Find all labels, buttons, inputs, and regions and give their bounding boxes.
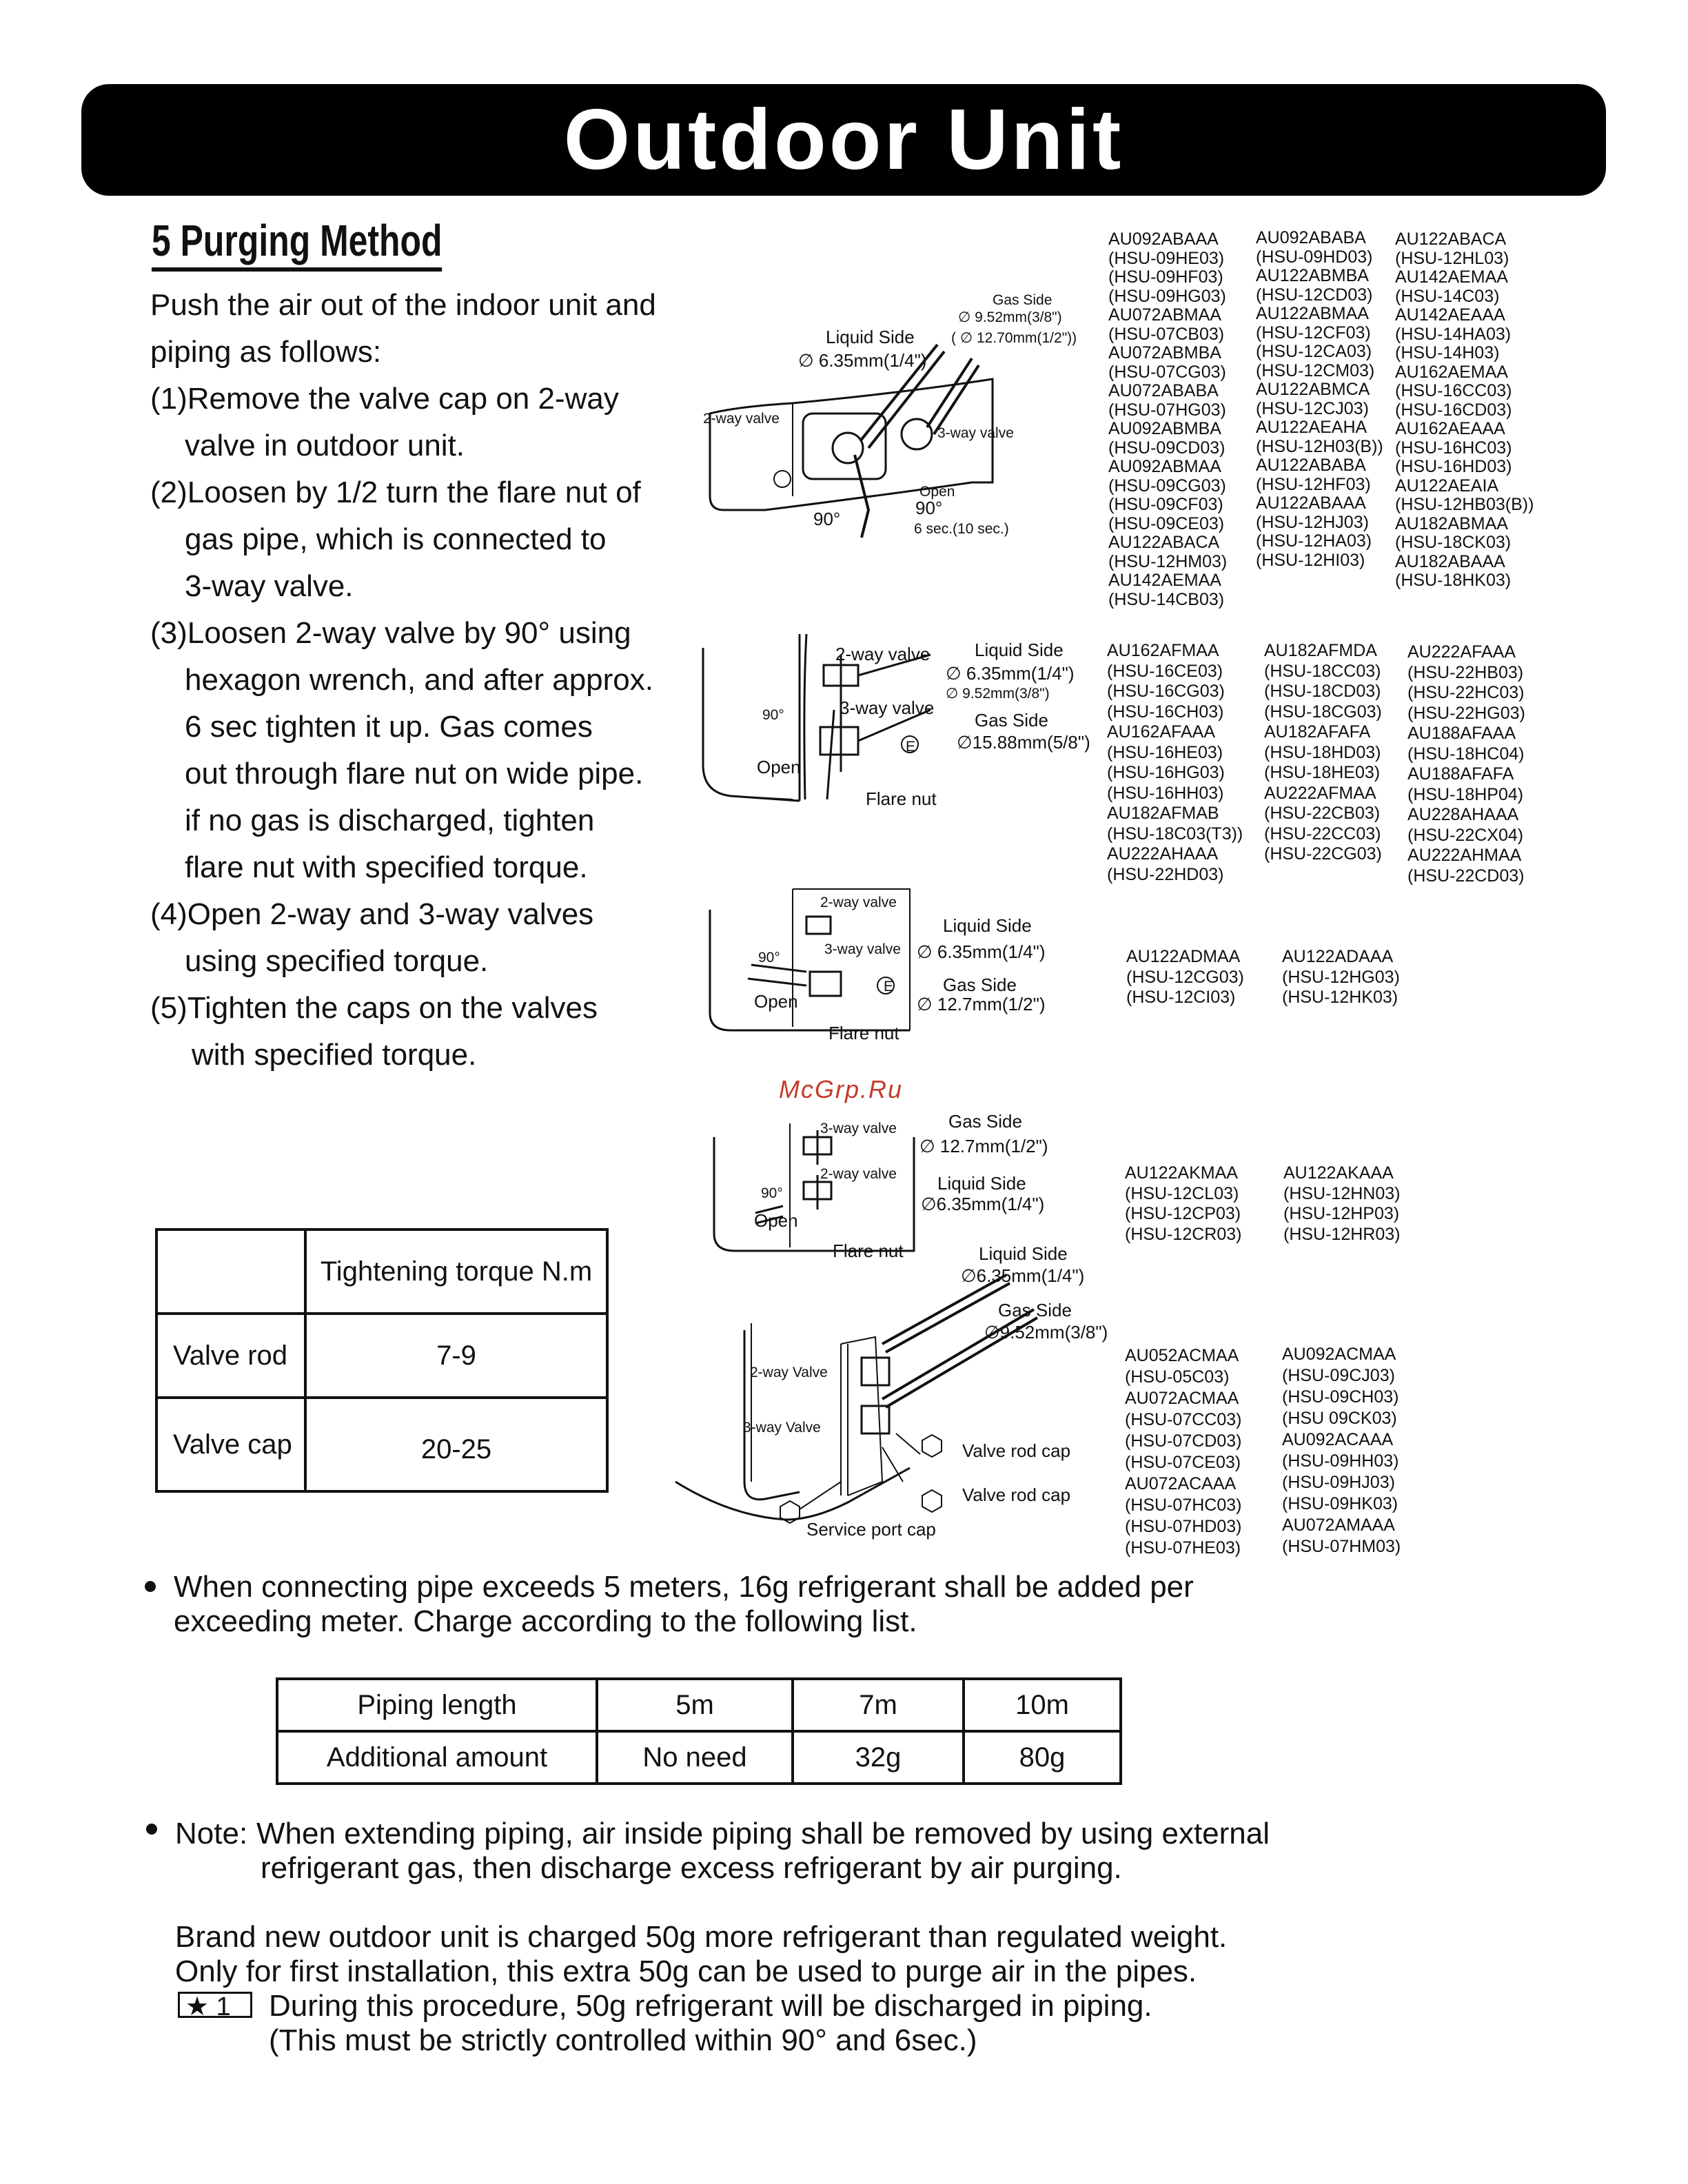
row-label: Valve rod bbox=[156, 1314, 305, 1398]
step-line: using specified torque. bbox=[185, 944, 489, 978]
diag4-liquid-size: ∅6.35mm(1/4") bbox=[921, 1194, 1045, 1214]
model-entry: (HSU-16HD03) bbox=[1395, 457, 1512, 476]
diag5-two-way: 2-way Valve bbox=[750, 1365, 828, 1380]
diag1-three-way: 3-way valve bbox=[937, 425, 1014, 441]
model-entry: AU092ABMAA bbox=[1108, 457, 1221, 476]
star-icon: ★ 1 bbox=[178, 1992, 252, 2018]
model-entry: AU122ADMAA bbox=[1126, 947, 1241, 966]
step-line: out through flare nut on wide pipe. bbox=[185, 757, 644, 790]
table-row bbox=[156, 1398, 607, 1491]
step-line: Push the air out of the indoor unit and bbox=[150, 288, 656, 322]
model-entry: (HSU-12CG03) bbox=[1126, 967, 1244, 987]
diag2-liquid-size1: ∅ 6.35mm(1/4") bbox=[946, 663, 1075, 684]
diag4-gas-size: ∅ 12.7mm(1/2") bbox=[919, 1136, 1048, 1156]
model-entry: (HSU-12HR03) bbox=[1283, 1224, 1401, 1244]
model-entry: (HSU-16HG03) bbox=[1107, 763, 1225, 782]
diag4-two-way: 2-way valve bbox=[820, 1166, 897, 1182]
table-cell: 32g bbox=[793, 1731, 964, 1784]
model-entry: (HSU-07HE03) bbox=[1125, 1538, 1241, 1558]
model-entry: (HSU-12HL03) bbox=[1395, 248, 1509, 268]
model-entry: (HSU-12CL03) bbox=[1125, 1183, 1239, 1203]
model-entry: (HSU-09HE03) bbox=[1108, 248, 1225, 268]
model-entry: (HSU-18CK03) bbox=[1395, 533, 1512, 552]
diag5-liquid-size: ∅6.35mm(1/4") bbox=[961, 1265, 1085, 1286]
table-row bbox=[156, 1229, 607, 1314]
model-entry: (HSU-12HK03) bbox=[1282, 988, 1399, 1007]
model-entry: (HSU-07CE03) bbox=[1125, 1453, 1241, 1472]
diag1-gas-size2: ( ∅ 12.70mm(1/2")) bbox=[951, 330, 1077, 346]
diag3-two-way: 2-way valve bbox=[820, 895, 897, 910]
model-entry: (HSU-22HB03) bbox=[1407, 662, 1524, 682]
diag2-gas-size: ∅15.88mm(5/8") bbox=[957, 732, 1090, 753]
model-entry: (HSU-22CX04) bbox=[1407, 825, 1524, 845]
diag3-gas-size: ∅ 12.7mm(1/2") bbox=[917, 994, 1046, 1014]
diag4-open: Open bbox=[754, 1210, 798, 1231]
model-entry: (HSU-18C03(T3)) bbox=[1107, 824, 1243, 844]
diag5-gas-size: ∅9.52mm(3/8") bbox=[984, 1322, 1108, 1343]
models5-col1 bbox=[1125, 1345, 1241, 1559]
model-entry: AU122AEAHA bbox=[1256, 418, 1367, 437]
model-entry: AU122ABMCA bbox=[1256, 380, 1370, 399]
model-entry: (HSU-12CP03) bbox=[1125, 1204, 1241, 1223]
step-line: (5)Tighten the caps on the valves bbox=[150, 991, 598, 1025]
bullet1-line2: exceeding meter. Charge according to the following list. bbox=[174, 1604, 917, 1638]
table-cell: Additional amount bbox=[277, 1731, 597, 1784]
model-entry: (HSU-14HA03) bbox=[1395, 324, 1512, 344]
model-entry: (HSU-18HD03) bbox=[1264, 742, 1381, 762]
diag2-liquid-side: Liquid Side bbox=[975, 640, 1064, 660]
model-entry: (HSU-07CG03) bbox=[1108, 362, 1226, 382]
diag1-liquid-side: Liquid Side bbox=[826, 327, 915, 347]
diag2-three-way: 3-way valve bbox=[840, 697, 935, 718]
model-entry: (HSU-12HI03) bbox=[1256, 550, 1365, 570]
diag2-gas-size-text: 15.88mm(5/8") bbox=[972, 732, 1090, 753]
model-entry: (HSU-22CD03) bbox=[1407, 866, 1525, 886]
model-entry: (HSU-18CG03) bbox=[1264, 702, 1382, 722]
model-entry: AU072ACMAA bbox=[1125, 1389, 1239, 1408]
model-entry: (HSU-09CG03) bbox=[1108, 476, 1226, 496]
model-entry: AU142AEAAA bbox=[1395, 305, 1505, 325]
torque-header: Tightening torque N.m bbox=[305, 1229, 607, 1314]
model-entry: AU122AKAAA bbox=[1283, 1163, 1394, 1183]
model-entry: (HSU-12CJ03) bbox=[1256, 398, 1369, 418]
table-cell: No need bbox=[597, 1731, 793, 1784]
diag1-open: Open bbox=[919, 484, 955, 500]
diag1-liquid-size-text: 6.35mm(1/4") bbox=[818, 350, 927, 371]
model-entry: (HSU-16CG03) bbox=[1107, 682, 1225, 701]
model-entry: AU122ABAAA bbox=[1256, 493, 1366, 513]
diag5-gas-size-text: 9.52mm(3/8") bbox=[999, 1322, 1108, 1343]
models5-col2 bbox=[1282, 1344, 1401, 1558]
diag3-flare-nut: Flare nut bbox=[828, 1023, 899, 1043]
model-entry: (HSU-07HM03) bbox=[1282, 1537, 1401, 1556]
model-entry: (HSU-09HD03) bbox=[1256, 247, 1373, 267]
diag4-three-way: 3-way valve bbox=[820, 1121, 897, 1136]
model-entry: AU122ABACA bbox=[1395, 229, 1507, 249]
diag2-e-mark: E bbox=[906, 739, 916, 755]
model-entry: (HSU-22HD03) bbox=[1107, 864, 1224, 884]
model-entry: AU182ABMAA bbox=[1395, 513, 1508, 533]
table-row bbox=[277, 1731, 1121, 1784]
model-entry: (HSU-16HC03) bbox=[1395, 438, 1512, 458]
diag5-liquid-size-text: 6.35mm(1/4") bbox=[976, 1265, 1085, 1286]
diag3-gas-side: Gas Side bbox=[943, 974, 1017, 995]
model-entry: (HSU-09CD03) bbox=[1108, 438, 1226, 458]
model-entry: AU142AEMAA bbox=[1395, 267, 1508, 287]
diag2-liquid-size2-text: 9.52mm(3/8") bbox=[962, 686, 1050, 702]
step-line: (2)Loosen by 1/2 turn the flare nut of bbox=[150, 476, 641, 509]
model-entry: AU162AEAAA bbox=[1395, 419, 1505, 438]
page-title: Outdoor Unit bbox=[563, 92, 1124, 187]
models2-col3 bbox=[1407, 642, 1525, 886]
models1-col3 bbox=[1395, 230, 1534, 591]
step-line: hexagon wrench, and after approx. bbox=[185, 663, 654, 697]
diag1-gas-side: Gas Side bbox=[993, 292, 1053, 308]
model-entry: AU162AEMAA bbox=[1395, 362, 1508, 382]
model-entry: (HSU 09CK03) bbox=[1282, 1409, 1397, 1428]
star-box bbox=[178, 1992, 252, 2021]
model-entry: AU072ACAAA bbox=[1125, 1474, 1237, 1493]
model-entry: (HSU-16HH03) bbox=[1107, 783, 1224, 803]
step-line: 3-way valve. bbox=[185, 569, 354, 603]
model-entry: (HSU-07HD03) bbox=[1125, 1517, 1242, 1536]
bullet-icon bbox=[145, 1581, 156, 1592]
models4-col1 bbox=[1125, 1163, 1241, 1245]
table-cell: Piping length bbox=[277, 1679, 597, 1731]
diag5-liquid-side: Liquid Side bbox=[979, 1243, 1068, 1264]
model-entry: (HSU-12HP03) bbox=[1283, 1204, 1400, 1223]
model-entry: (HSU-12HA03) bbox=[1256, 531, 1372, 551]
row-label: Valve cap bbox=[156, 1398, 305, 1491]
model-entry: AU072ABMBA bbox=[1108, 343, 1221, 363]
model-entry: (HSU-22CB03) bbox=[1264, 804, 1381, 823]
diag2-angle: 90° bbox=[762, 707, 784, 723]
diag1-liquid-size: ∅ 6.35mm(1/4") bbox=[798, 350, 927, 371]
model-entry: (HSU-12CA03) bbox=[1256, 342, 1372, 361]
model-entry: AU222AFAAA bbox=[1407, 642, 1516, 662]
model-entry: AU122ABACA bbox=[1108, 533, 1220, 552]
table-row bbox=[277, 1679, 1121, 1731]
diag5-valve-rod-cap2: Valve rod cap bbox=[962, 1484, 1071, 1505]
model-entry: (HSU-22HC03) bbox=[1407, 683, 1525, 702]
diag4-liquid-size-text: 6.35mm(1/4") bbox=[936, 1194, 1045, 1214]
diag1-two-way: 2-way valve bbox=[703, 411, 780, 427]
diag4-angle: 90° bbox=[761, 1185, 783, 1201]
model-entry: AU182AFAFA bbox=[1264, 722, 1371, 742]
watermark: McGrp.Ru bbox=[779, 1075, 904, 1103]
model-entry: (HSU-12CI03) bbox=[1126, 988, 1236, 1007]
model-entry: (HSU-12HF03) bbox=[1256, 474, 1371, 494]
model-entry: AU162AFAAA bbox=[1107, 722, 1216, 742]
model-entry: (HSU-18HC04) bbox=[1407, 744, 1525, 764]
diag4-gas-side: Gas Side bbox=[948, 1111, 1022, 1132]
table-cell: 10m bbox=[964, 1679, 1121, 1731]
diag2-two-way: 2-way valve bbox=[835, 644, 931, 664]
model-entry: AU052ACMAA bbox=[1125, 1346, 1239, 1365]
model-entry: AU182ABAAA bbox=[1395, 551, 1505, 571]
diag5-gas-side: Gas Side bbox=[998, 1300, 1072, 1320]
model-entry: AU188AFAFA bbox=[1407, 764, 1514, 784]
diag1-gas-size1-text: 9.52mm(3/8") bbox=[975, 309, 1062, 325]
model-entry: (HSU-18HE03) bbox=[1264, 763, 1381, 782]
model-entry: (HSU-18HP04) bbox=[1407, 784, 1524, 804]
note-line1: When extending piping, air inside piping shall be removed by using external bbox=[256, 1817, 1270, 1850]
model-entry: (HSU-12CF03) bbox=[1256, 323, 1371, 343]
diag3-liquid-side: Liquid Side bbox=[943, 915, 1032, 936]
model-entry: AU072ABMAA bbox=[1108, 305, 1221, 325]
model-entry: (HSU-09HF03) bbox=[1108, 267, 1223, 287]
diag3-angle: 90° bbox=[758, 950, 780, 966]
model-entry: (HSU-14CB03) bbox=[1108, 589, 1225, 609]
piping-table bbox=[276, 1677, 1122, 1785]
model-entry: AU222AHAAA bbox=[1107, 844, 1219, 864]
models2-col1 bbox=[1107, 641, 1243, 885]
step-line: gas pipe, which is connected to bbox=[185, 522, 607, 556]
model-entry: AU188AFAAA bbox=[1407, 724, 1516, 743]
diag3-e-mark: E bbox=[884, 979, 894, 994]
model-entry: (HSU-07CC03) bbox=[1125, 1410, 1242, 1429]
diag3-liquid-size: ∅ 6.35mm(1/4") bbox=[917, 941, 1046, 962]
model-entry: AU122ABMBA bbox=[1256, 266, 1369, 285]
model-entry: (HSU-12HN03) bbox=[1283, 1183, 1401, 1203]
model-entry: AU072AMAAA bbox=[1282, 1515, 1395, 1535]
model-entry: (HSU-16HE03) bbox=[1107, 742, 1223, 762]
step-line: (3)Loosen 2-way valve by 90° using bbox=[150, 616, 631, 650]
row-value: 7-9 bbox=[305, 1314, 607, 1398]
model-entry: AU142AEMAA bbox=[1108, 571, 1221, 590]
brand-line1: Brand new outdoor unit is charged 50g more refrigerant than regulated weight. bbox=[175, 1920, 1228, 1954]
model-entry: (HSU-09CH03) bbox=[1282, 1387, 1399, 1407]
section-title: 5 Purging Method bbox=[152, 215, 443, 272]
models4-col2 bbox=[1283, 1163, 1400, 1245]
model-entry: AU182AFMDA bbox=[1264, 641, 1377, 660]
brand-line3: During this procedure, 50g refrigerant will be discharged in piping. bbox=[269, 1989, 1152, 2023]
model-entry: (HSU-18CD03) bbox=[1264, 682, 1381, 701]
model-entry: (HSU-12CM03) bbox=[1256, 360, 1375, 380]
diag4-gas-size-text: 12.7mm(1/2") bbox=[939, 1136, 1048, 1156]
model-entry: AU222AFMAA bbox=[1264, 783, 1376, 803]
model-entry: (HSU-07HC03) bbox=[1125, 1496, 1242, 1515]
step-line: flare nut with specified torque. bbox=[185, 850, 588, 884]
model-entry: (HSU-09HG03) bbox=[1108, 286, 1226, 306]
model-entry: (HSU-18HK03) bbox=[1395, 571, 1512, 590]
model-entry: (HSU-12HM03) bbox=[1108, 551, 1228, 571]
diag2-flare-nut: Flare nut bbox=[866, 788, 937, 809]
model-entry: AU092ACAAA bbox=[1282, 1430, 1394, 1449]
model-entry: (HSU-18CC03) bbox=[1264, 661, 1381, 681]
diag3-open: Open bbox=[754, 991, 798, 1012]
brand-line4: (This must be strictly controlled within 90° and 6sec.) bbox=[269, 2023, 977, 2057]
note-line2: refrigerant gas, then discharge excess refrigerant by air purging. bbox=[261, 1851, 1122, 1885]
models2-col2 bbox=[1264, 641, 1382, 865]
bullet1-line1: When connecting pipe exceeds 5 meters, 16g refrigerant shall be added per bbox=[174, 1570, 1194, 1604]
model-entry: AU162AFMAA bbox=[1107, 641, 1219, 660]
model-entry: (HSU-22HG03) bbox=[1407, 703, 1525, 723]
model-entry: AU182AFMAB bbox=[1107, 804, 1219, 823]
model-entry: AU228AHAAA bbox=[1407, 805, 1519, 824]
diag4-liquid-side: Liquid Side bbox=[937, 1173, 1026, 1194]
model-entry: (HSU-22CC03) bbox=[1264, 824, 1381, 844]
table-cell: 80g bbox=[964, 1731, 1121, 1784]
diag3-gas-size-text: 12.7mm(1/2") bbox=[937, 994, 1046, 1014]
model-entry: (HSU-12H03(B)) bbox=[1256, 436, 1383, 456]
model-entry: (HSU-12HB03(B)) bbox=[1395, 495, 1534, 514]
model-entry: AU092ABAAA bbox=[1108, 229, 1219, 249]
diagram-5-valves bbox=[675, 1275, 1144, 1544]
step-line: valve in outdoor unit. bbox=[185, 429, 465, 462]
model-entry: (HSU-14H03) bbox=[1395, 343, 1500, 363]
model-entry: (HSU-12HG03) bbox=[1282, 967, 1400, 987]
model-entry: (HSU-16CE03) bbox=[1107, 661, 1223, 681]
model-entry: (HSU-12HJ03) bbox=[1256, 512, 1369, 532]
diag1-angle-a: 90° bbox=[813, 509, 841, 529]
model-entry: (HSU-16CH03) bbox=[1107, 702, 1224, 722]
model-entry: AU122ABABA bbox=[1256, 456, 1366, 475]
diag5-service-port-cap: Service port cap bbox=[806, 1519, 936, 1540]
model-entry: (HSU-05C03) bbox=[1125, 1367, 1230, 1387]
model-entry: (HSU-09CF03) bbox=[1108, 495, 1223, 514]
diag2-gas-side: Gas Side bbox=[975, 710, 1048, 731]
model-entry: (HSU-07CD03) bbox=[1125, 1431, 1242, 1451]
diag3-three-way: 3-way valve bbox=[824, 941, 901, 957]
step-line: piping as follows: bbox=[150, 335, 382, 369]
table-cell bbox=[156, 1229, 305, 1314]
model-entry: (HSU-07CB03) bbox=[1108, 324, 1225, 344]
title-banner bbox=[81, 84, 1606, 196]
models3-col2 bbox=[1282, 947, 1400, 1008]
brand-line2: Only for first installation, this extra 50g can be used to purge air in the pipes. bbox=[175, 1955, 1197, 1988]
diag5-valve-rod-cap1: Valve rod cap bbox=[962, 1440, 1071, 1461]
diag1-time: 6 sec.(10 sec.) bbox=[914, 521, 1009, 537]
model-entry: AU222AHMAA bbox=[1407, 846, 1522, 865]
diagram-3-valves bbox=[710, 889, 924, 1041]
model-entry: (HSU-16CD03) bbox=[1395, 400, 1512, 420]
model-entry: AU122ADAAA bbox=[1282, 947, 1394, 966]
note-label: Note: bbox=[175, 1817, 248, 1850]
diag1-gas-size1: ∅ 9.52mm(3/8") bbox=[958, 309, 1062, 325]
model-entry: AU122AEAIA bbox=[1395, 476, 1499, 496]
model-entry: (HSU-09HK03) bbox=[1282, 1494, 1399, 1513]
model-entry: AU122AKMAA bbox=[1125, 1163, 1238, 1183]
step-line: (1)Remove the valve cap on 2-way bbox=[150, 382, 619, 416]
model-entry: (HSU-12CR03) bbox=[1125, 1224, 1242, 1244]
models1-col1 bbox=[1108, 230, 1227, 609]
step-line: if no gas is discharged, tighten bbox=[185, 804, 595, 837]
step-line: with specified torque. bbox=[192, 1038, 477, 1072]
model-entry: (HSU-09CE03) bbox=[1108, 513, 1225, 533]
model-entry: (HSU-07HG03) bbox=[1108, 400, 1226, 420]
bullet-icon bbox=[146, 1824, 157, 1835]
diag2-open: Open bbox=[757, 757, 801, 777]
diag5-three-way: 3-way Valve bbox=[743, 1420, 821, 1436]
model-entry: (HSU-12CD03) bbox=[1256, 285, 1373, 305]
model-entry: AU092ABMBA bbox=[1108, 419, 1221, 438]
table-cell: 5m bbox=[597, 1679, 793, 1731]
model-entry: AU092ACMAA bbox=[1282, 1345, 1396, 1364]
table-row bbox=[156, 1314, 607, 1398]
model-entry: (HSU-14C03) bbox=[1395, 286, 1500, 306]
model-entry: AU072ABABA bbox=[1108, 381, 1219, 400]
table-cell: 7m bbox=[793, 1679, 964, 1731]
models1-col2 bbox=[1256, 229, 1383, 570]
torque-table bbox=[155, 1228, 609, 1493]
model-entry: (HSU-22CG03) bbox=[1264, 844, 1382, 864]
model-entry: (HSU-09HJ03) bbox=[1282, 1473, 1395, 1492]
model-entry: (HSU-09HH03) bbox=[1282, 1451, 1399, 1471]
diag1-gas-size2-text: 12.70mm(1/2")) bbox=[976, 330, 1077, 346]
diag2-liquid-size2: ∅ 9.52mm(3/8") bbox=[946, 686, 1050, 702]
model-entry: (HSU-09CJ03) bbox=[1282, 1366, 1395, 1385]
step-line: 6 sec tighten it up. Gas comes bbox=[185, 710, 593, 744]
model-entry: AU122ABMAA bbox=[1256, 304, 1369, 323]
model-entry: (HSU-16CC03) bbox=[1395, 381, 1512, 400]
diag1-angle-b: 90° bbox=[915, 498, 943, 518]
diag2-liquid-size1-text: 6.35mm(1/4") bbox=[966, 663, 1075, 684]
model-entry: AU092ABABA bbox=[1256, 228, 1366, 247]
step-line: (4)Open 2-way and 3-way valves bbox=[150, 897, 594, 931]
models3-col1 bbox=[1126, 947, 1244, 1008]
diag4-flare-nut: Flare nut bbox=[833, 1241, 904, 1261]
diag3-liquid-size-text: 6.35mm(1/4") bbox=[937, 941, 1046, 962]
row-value: 20-25 bbox=[305, 1398, 607, 1491]
